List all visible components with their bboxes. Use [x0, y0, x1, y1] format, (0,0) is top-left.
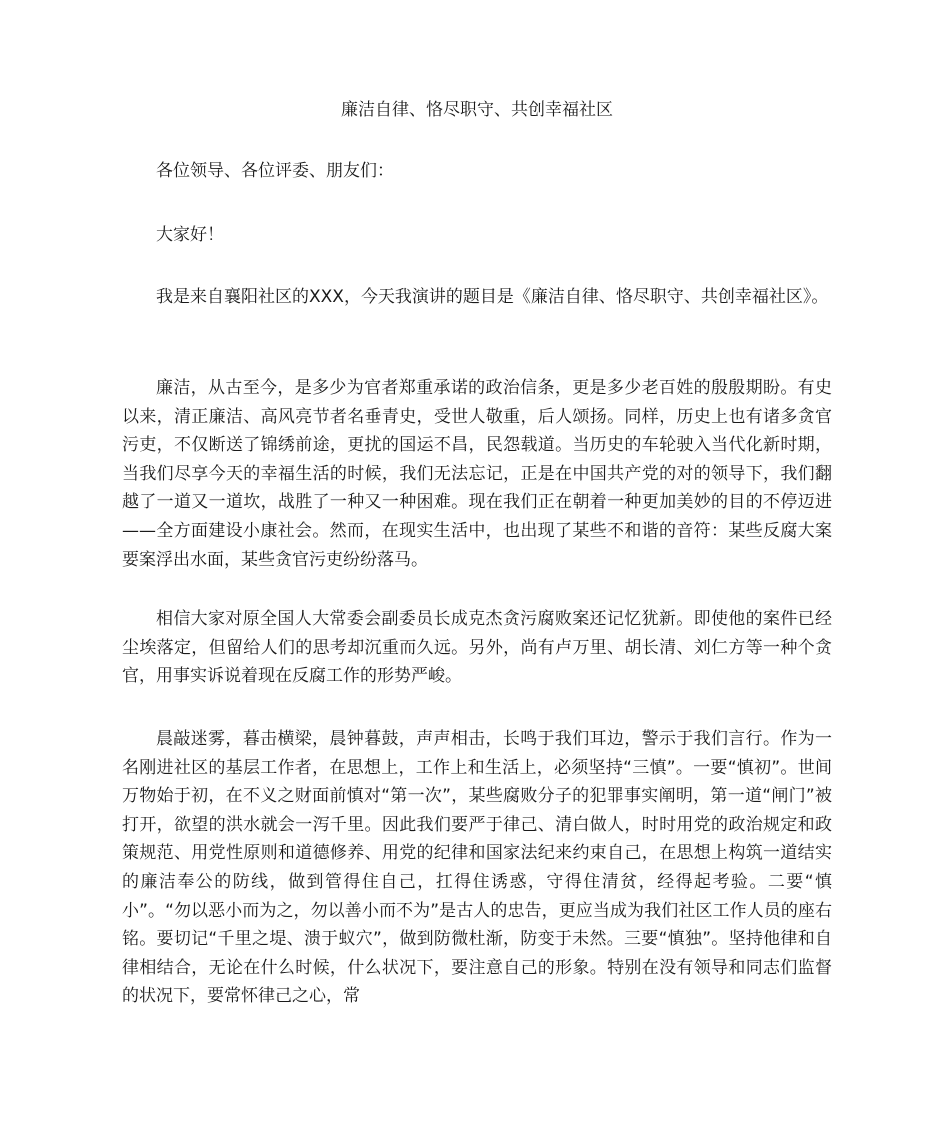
paragraph-hello: 大家好！ [156, 225, 224, 245]
paragraph-corruption-cases: 相信大家对原全国人大常委会副委员长成克杰贪污腐败案还记忆犹新。即使他的案件已经尘埃落定，但留给人们的思考却沉重而久远。另外，尚有卢万里、胡长清、刘仁方等一种个贪官，用事实诉说着现在反腐工作的形势严峻。 [122, 609, 832, 687]
paragraph-introduction: 我是来自襄阳社区的XXX，今天我演讲的题目是《廉洁自律、恪尽职守、共创幸福社区》。 [156, 287, 829, 307]
document-title: 廉洁自律、恪尽职守、共创幸福社区 [341, 100, 613, 120]
paragraph-integrity-history: 廉洁，从古至今，是多少为官者郑重承诺的政治信条，更是多少老百姓的殷殷期盼。有史以来，清正廉洁、高风亮节者名垂青史，受世人敬重，后人颂扬。同样，历史上也有诸多贪官污吏，不仅断送了锦绣前途，更扰的国运不昌，民怨载道。当历史的车轮驶入当代化新时期，当我们尽享今天的幸福生活的时候，我们无法忘记，正是在中国共产党的对的领导下，我们翻越了一道又一道坎，战胜了一种又一种困难。现在我们正在朝着一种更加美妙的目的不停迈进——全方面建设小康社会。然而，在现实生活中，也出现了某些不和谐的音符：某些反腐大案要案浮出水面，某些贪官污吏纷纷落马。 [122, 378, 832, 570]
paragraph-greeting: 各位领导、各位评委、朋友们： [156, 161, 394, 181]
paragraph-three-cautions: 晨敲迷雾，暮击横梁，晨钟暮鼓，声声相击，长鸣于我们耳边，警示于我们言行。作为一名刚进社区的基层工作者，在思想上，工作上和生活上，必须坚持“三慎”。一要“慎初”。世间万物始于初，在不义之财面前慎对“第一次”，某些腐败分子的犯罪事实阐明，第一道“闸门”被打开，欲望的洪水就会一泻千里。因此我们要严于律己、清白做人，时时用党的政治规定和政策规范、用党性原则和道德修养、用党的纪律和国家法纪来约束自己，在思想上构筑一道结实的廉洁奉公的防线，做到管得住自己，扛得住诱惑，守得住清贫，经得起考验。二要“慎小”。“勿以恶小而为之，勿以善小而不为”是古人的忠告，更应当成为我们社区工作人员的座右铭。要切记“千里之堤、溃于蚁穴”，做到防微杜渐，防变于未然。三要“慎独”。坚持他律和自律相结合，无论在什么时候，什么状况下，要注意自己的形象。特别在没有领导和同志们监督的状况下，要常怀律己之心，常 [122, 729, 832, 1007]
